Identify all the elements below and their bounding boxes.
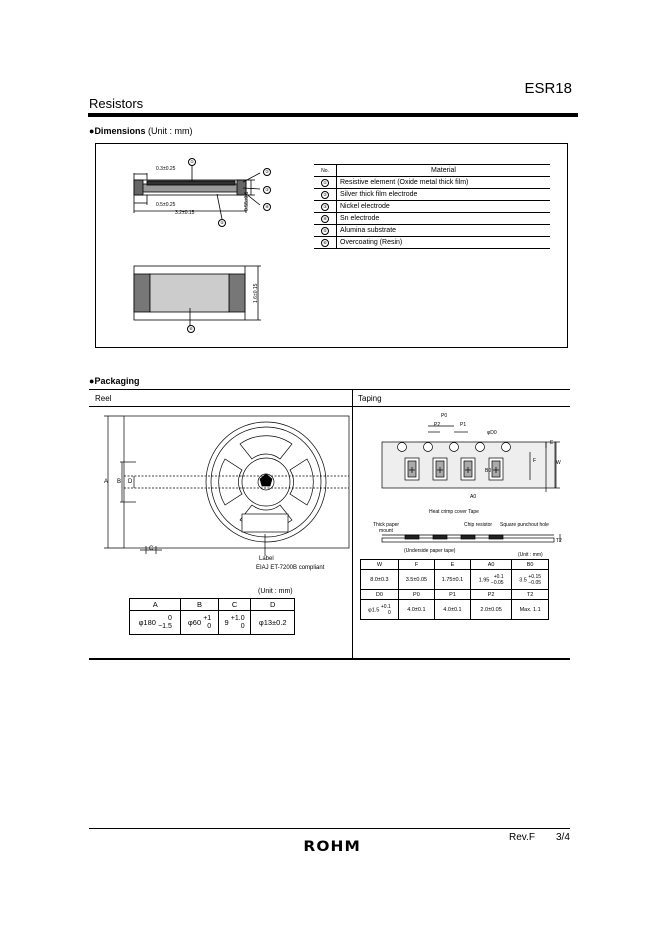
page-number: 3/4: [556, 832, 570, 843]
table-row: [314, 189, 550, 201]
tape-hole-label: Square punchout hole: [500, 522, 549, 528]
row-no: ⑤: [321, 227, 329, 235]
revision: Rev.F: [509, 832, 535, 843]
reel-label-c: C: [149, 546, 154, 552]
packaging-bottom-rule: [89, 658, 570, 660]
taping-unit: (Unit : mm): [518, 552, 543, 558]
dim-thickness-label: 0.3±0.25: [156, 166, 176, 172]
tape-col-p1: P1: [434, 590, 470, 600]
tape-b0: B0: [485, 468, 492, 474]
tape-col-f: F: [398, 560, 434, 570]
tape-col-w: W: [361, 560, 399, 570]
callout-6: ⑥: [187, 325, 195, 333]
row-material: Alumina substrate: [337, 225, 551, 237]
rohm-logo: ROHM: [303, 839, 361, 855]
row-no: ④: [321, 215, 329, 223]
table-row: [314, 177, 550, 189]
reel-cell-a: φ180 0 −1.5: [130, 611, 181, 635]
taping-table: [360, 559, 549, 620]
packaging-top-rule: [89, 389, 570, 390]
tape-t2: T2: [556, 538, 562, 544]
tape-cell-f: 3.5±0.05: [398, 570, 434, 590]
reel-col-c: C: [218, 599, 251, 611]
dim-width-label: 1.6±0.15: [253, 283, 259, 303]
tape-col-a0: A0: [470, 560, 511, 570]
tape-cell-d0: φ1.5 +0.1 0: [361, 600, 399, 620]
callout-3: ③: [263, 186, 271, 194]
tape-thick-label: Thick paper mount: [372, 522, 400, 534]
side-view: [134, 165, 260, 219]
tape-col-p0: P0: [398, 590, 434, 600]
packaging-divider: [352, 389, 353, 659]
dim-length-label: 3.2±0.15: [175, 210, 195, 216]
callout-2: ②: [263, 168, 271, 176]
tape-cell-w: 8.0±0.3: [361, 570, 399, 590]
table-row: [361, 600, 549, 620]
row-material: Overcoating (Resin): [337, 237, 551, 249]
tape-cell-t2: Max. 1.1: [512, 600, 549, 620]
dimensions-heading: ●Dimensions (Unit : mm): [89, 126, 193, 136]
tape-cell-e: 1.75±0.1: [434, 570, 470, 590]
part-number: ESR18: [524, 80, 572, 97]
reel-col-a: A: [130, 599, 181, 611]
bullet-icon: ●: [89, 376, 95, 386]
reel-cell-d: φ13±0.2: [251, 611, 295, 635]
tape-d0: φD0: [487, 430, 497, 436]
row-material: Nickel electrode: [337, 201, 551, 213]
tape-p2: P2: [434, 422, 441, 428]
reel-label-tag: Label: [259, 556, 274, 562]
row-material: Silver thick film electrode: [337, 189, 551, 201]
packaging-header-rule: [89, 406, 570, 407]
tape-w: W: [556, 460, 561, 466]
reel-label-b: B: [117, 479, 122, 485]
tape-f: F: [533, 458, 537, 464]
bullet-icon: ●: [89, 126, 95, 136]
tape-cell-p1: 4.0±0.1: [434, 600, 470, 620]
tape-a0: A0: [470, 494, 477, 500]
tape-cell-p0: 4.0±0.1: [398, 600, 434, 620]
tape-cell-p2: 2.0±0.05: [470, 600, 511, 620]
table-header-row: [361, 590, 549, 600]
tape-col-d0: D0: [361, 590, 399, 600]
reel-col-d: D: [251, 599, 295, 611]
row-material: Sn electrode: [337, 213, 551, 225]
tape-e: E: [550, 440, 554, 446]
material-table: [314, 164, 550, 249]
table-header-row: [314, 165, 550, 177]
reel-unit: (Unit : mm): [258, 588, 293, 595]
table-header-row: [130, 599, 295, 611]
row-no: ③: [321, 203, 329, 211]
table-row: [130, 611, 295, 635]
callout-1: ①: [188, 158, 196, 166]
dim-height-label: 0.55±0.1: [244, 191, 250, 211]
taping-title: Taping: [358, 394, 382, 403]
col-no: No.: [314, 165, 337, 177]
row-no: ①: [321, 179, 329, 187]
category-title: Resistors: [89, 96, 144, 111]
tape-heat-label: Heat crimp cover Tape: [429, 509, 479, 515]
reel-drawing: [100, 414, 350, 564]
reel-cell-c: 9 +1.0 0: [218, 611, 251, 635]
tape-cell-b0: 3.5 +0.15 −0.05: [512, 570, 549, 590]
reel-compliance: EIAJ ET-7200B compliant: [256, 565, 325, 571]
tape-col-e: E: [434, 560, 470, 570]
tape-chip-label: Chip resistor: [464, 522, 493, 528]
col-material: Material: [337, 165, 551, 177]
table-row: [361, 570, 549, 590]
packaging-heading: ●Packaging: [89, 376, 140, 386]
row-no: ②: [321, 191, 329, 199]
row-no: ⑥: [321, 239, 329, 247]
reel-title: Reel: [95, 394, 112, 403]
tape-col-b0: B0: [512, 560, 549, 570]
reel-col-b: B: [181, 599, 218, 611]
tape-cell-a0: 1.95 +0.1 −0.05: [470, 570, 511, 590]
reel-label-d: D: [128, 479, 133, 485]
tape-col-t2: T2: [512, 590, 549, 600]
footer-rule: [89, 828, 570, 829]
table-row: [314, 213, 550, 225]
dim-electrode-label: 0.5±0.25: [156, 202, 176, 208]
top-view: [134, 266, 261, 326]
header-rule: [88, 113, 578, 117]
table-header-row: [361, 560, 549, 570]
callout-5: ⑤: [218, 219, 226, 227]
table-row: [314, 201, 550, 213]
row-material: Resistive element (Oxide metal thick film): [337, 177, 551, 189]
table-row: [314, 225, 550, 237]
tape-underside-label: (Underside paper tape): [404, 548, 456, 554]
reel-label-a: A: [104, 479, 109, 485]
table-row: [314, 237, 550, 249]
tape-p1: P1: [460, 422, 467, 428]
reel-table: [129, 598, 295, 635]
tape-p0: P0: [441, 413, 448, 419]
reel-cell-b: φ60 +1 0: [181, 611, 218, 635]
callout-4: ④: [263, 203, 271, 211]
tape-col-p2: P2: [470, 590, 511, 600]
